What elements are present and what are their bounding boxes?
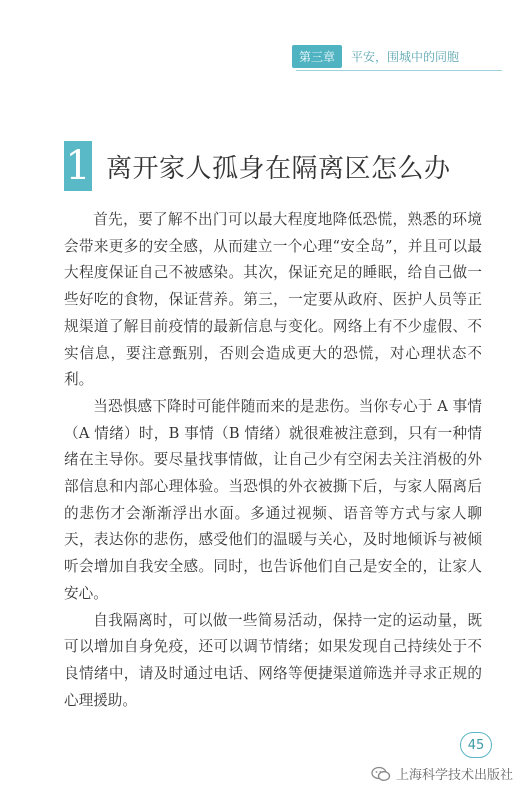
wechat-icon (371, 766, 391, 782)
chapter-number-badge: 第三章 (292, 45, 342, 68)
section-number-badge: 1 (65, 143, 91, 189)
chapter-title: 平安，围城中的同胞 (351, 49, 460, 64)
page-number: 45 (460, 732, 492, 758)
watermark-text: 上海科学技术出版社 (395, 768, 513, 783)
section-heading (64, 140, 484, 192)
article-body (64, 207, 482, 714)
paragraph-3: 自我隔离时，可以做一些简易活动，保持一定的运动量，既可以增加自身免疫，还可以调节情绪；如果发现自己持续处于不良情绪中，请及时通过电话、网络等便捷渠道筛选并寻求正规的心理援助。 (64, 611, 482, 709)
chapter-divider (296, 70, 502, 71)
section-title: 离开家人孤身在隔离区怎么办 (106, 153, 451, 184)
paragraph-1: 首先，要了解不出门可以最大程度地降低恐慌，熟悉的环境会带来更多的安全感，从而建立一个心理“安全岛”，并且可以最大程度保证自己不被感染。其次，保证充足的睡眠，给自己做一些好吃的食物，保证营养。第三，一定要从政府、医护人员等正规渠道了解目前疫情的最新信息与变化。网络上有不少虚假、不实信息，要注意甄别，否则会造成更大的恐慌，对心理状态不利。 (64, 211, 482, 389)
publisher-watermark (371, 764, 513, 783)
paragraph-2: 当恐惧感下降时可能伴随而来的是悲伤。当你专心于 A 事情（A 情绪）时，B 事情（B 情绪）就很难被注意到，只有一种情绪在主导你。要尽量找事情做，让自己少有空闲去关注消极的外部信息和内部心理体验。当恐惧的外衣被撕下后，与家人隔离后的悲伤才会渐渐浮出水面。多通过视频、语音等方式与家人聊天，表达你的悲伤，感受他们的温暖与关心，及时地倾诉与被倾听会增加自我安全感。同时，也告诉他们自己是安全的，让家人安心。 (64, 397, 482, 602)
chapter-header (292, 44, 502, 68)
